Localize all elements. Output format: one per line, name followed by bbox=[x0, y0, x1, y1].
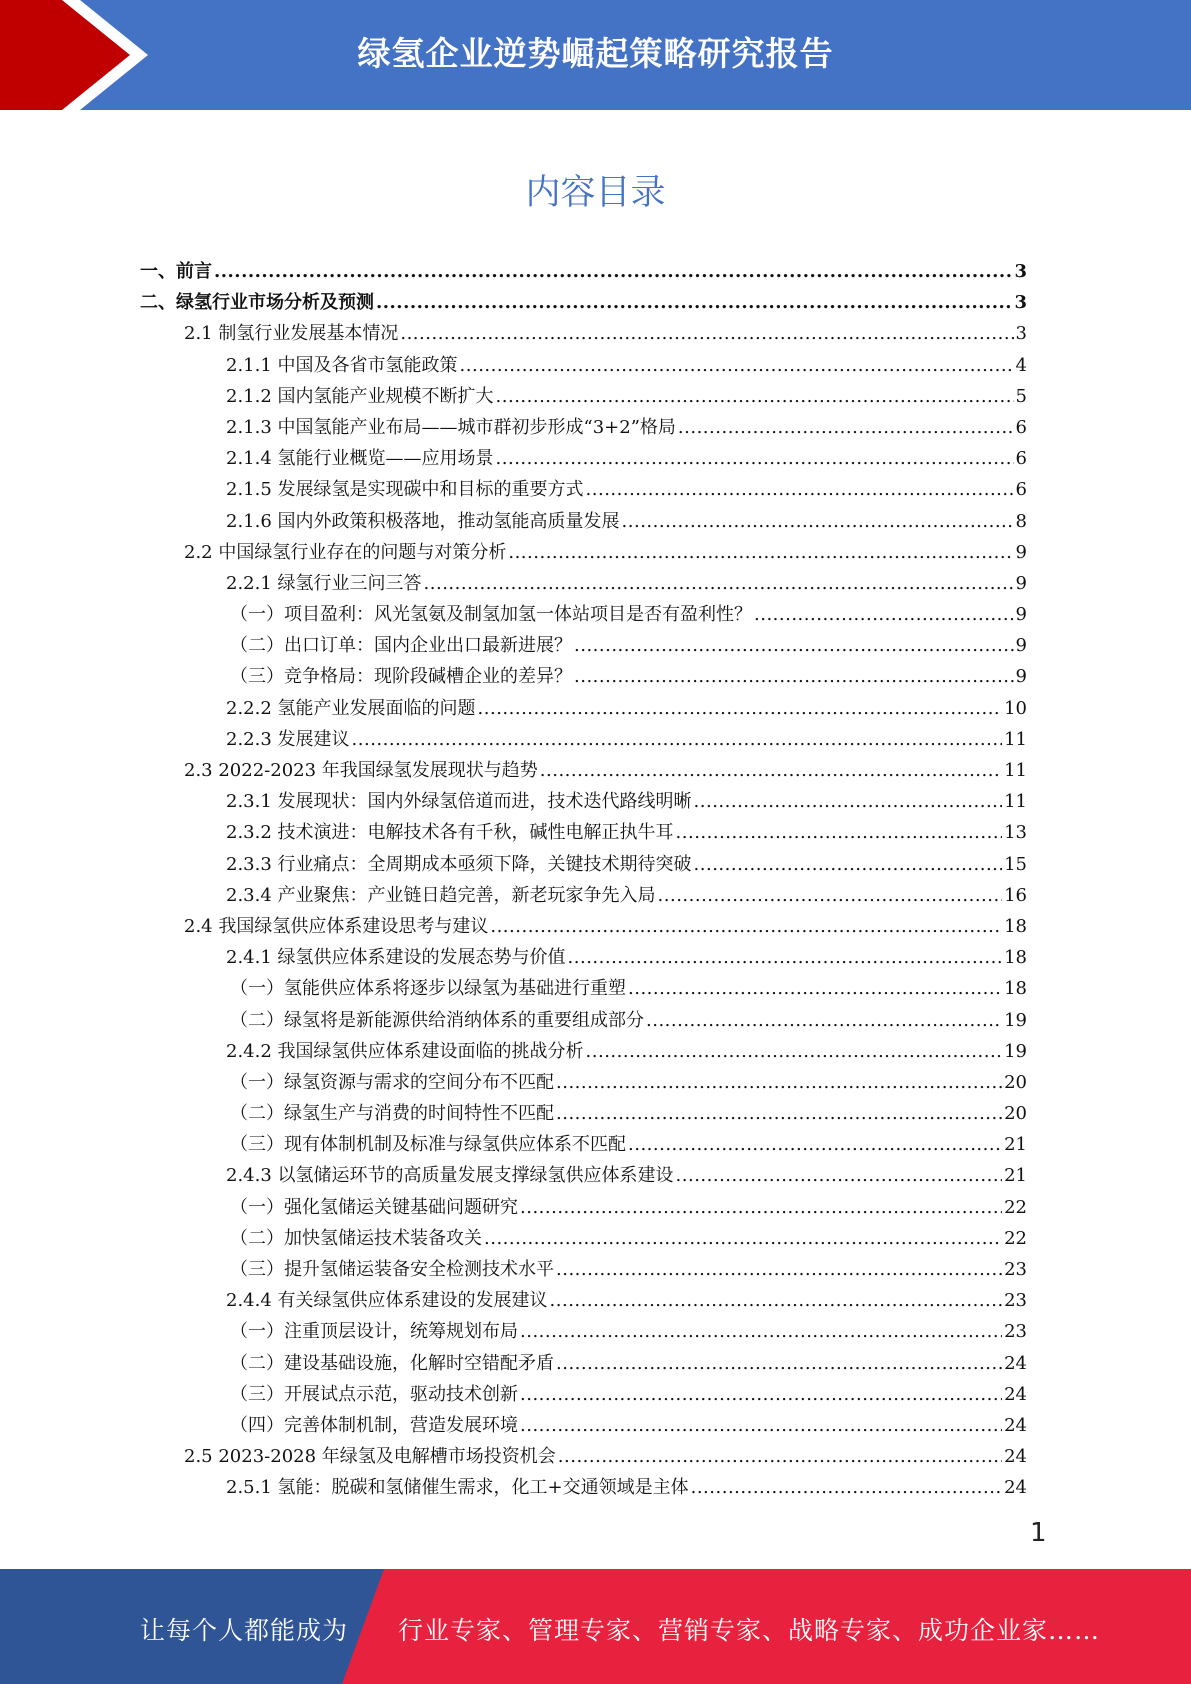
toc-dot-leader bbox=[556, 1348, 1002, 1379]
toc-entry-title: 一、前言 bbox=[140, 261, 212, 282]
toc-entry-title: 2.4.4 有关绿氢供应体系建设的发展建议 bbox=[226, 1290, 548, 1312]
toc-entry[interactable] bbox=[140, 1223, 1027, 1254]
toc-dot-leader bbox=[520, 1316, 1002, 1347]
toc-entry-title: 2.3.4 产业聚焦：产业链日趋完善，新老玩家争先入局 bbox=[226, 884, 656, 906]
toc-entry[interactable] bbox=[140, 1379, 1027, 1410]
toc-entry-page: 6 bbox=[1015, 416, 1027, 438]
toc-entry-page: 24 bbox=[1004, 1477, 1027, 1499]
toc-entry-title: （一）强化氢储运关键基础问题研究 bbox=[230, 1196, 518, 1218]
toc-entry-page: 21 bbox=[1004, 1134, 1027, 1156]
toc-entry[interactable] bbox=[140, 350, 1027, 381]
toc-entry-page: 18 bbox=[1004, 947, 1027, 969]
toc-dot-leader bbox=[574, 661, 1014, 692]
toc-entry-title: （二）出口订单：国内企业出口最新进展？ bbox=[230, 635, 572, 657]
toc-entry-title: （二）绿氢将是新能源供给消纳体系的重要组成部分 bbox=[230, 1009, 644, 1031]
toc-entry-title: 2.1.6 国内外政策积极落地，推动氢能高质量发展 bbox=[226, 510, 620, 532]
toc-entry-title: 2.2.2 氢能产业发展面临的问题 bbox=[226, 697, 476, 719]
page-number: 1 bbox=[1030, 1518, 1047, 1548]
toc-entry-page: 3 bbox=[1014, 292, 1027, 314]
toc-entry-title: 2.3 2022-2023 年我国绿氢发展现状与趋势 bbox=[184, 760, 538, 781]
toc-entry[interactable] bbox=[140, 880, 1027, 911]
toc-entry-page: 10 bbox=[1004, 697, 1027, 719]
toc-entry-title: 2.2.1 绿氢行业三问三答 bbox=[226, 572, 422, 594]
toc-entry-title: （二）绿氢生产与消费的时间特性不匹配 bbox=[230, 1103, 554, 1125]
toc-entry-page: 23 bbox=[1004, 1259, 1027, 1280]
toc-entry[interactable] bbox=[140, 849, 1027, 880]
toc-entry-title: 2.3.2 技术演进：电解技术各有千秋，碱性电解正执牛耳 bbox=[226, 822, 674, 844]
toc-entry-page: 9 bbox=[1015, 604, 1027, 626]
toc-entry-page: 19 bbox=[1004, 1040, 1027, 1062]
toc-dot-leader bbox=[550, 1285, 1003, 1316]
toc-entry-title: （一）项目盈利：风光氢氨及制氢加氢一体站项目是否有盈利性？ bbox=[230, 604, 752, 626]
toc-entry[interactable] bbox=[140, 443, 1027, 474]
toc-entry[interactable] bbox=[140, 256, 1027, 287]
toc-entry-title: （二）加快氢储运技术装备攻关 bbox=[230, 1227, 482, 1249]
toc-dot-leader bbox=[376, 287, 1012, 318]
toc-entry-title: 2.1.1 中国及各省市氢能政策 bbox=[226, 354, 458, 376]
toc-entry[interactable] bbox=[140, 1067, 1027, 1098]
toc-entry-title: 2.5 2023-2028 年绿氢及电解槽市场投资机会 bbox=[184, 1446, 556, 1468]
toc-dot-leader bbox=[586, 1036, 1003, 1067]
toc-entry[interactable] bbox=[140, 1005, 1027, 1036]
toc-dot-leader bbox=[628, 973, 1002, 1004]
toc-dot-leader bbox=[586, 474, 1014, 505]
toc-entry-title: 2.1.3 中国氢能产业布局——城市群初步形成“3+2”格局 bbox=[226, 416, 676, 438]
toc-dot-leader bbox=[400, 318, 1013, 349]
toc-entry[interactable] bbox=[140, 412, 1027, 443]
toc-entry[interactable] bbox=[140, 318, 1027, 349]
toc-entry-title: （三）现有体制机制及标准与绿氢供应体系不匹配 bbox=[230, 1134, 626, 1156]
toc-entry-title: （一）注重顶层设计，统筹规划布局 bbox=[230, 1321, 518, 1343]
toc-entry-title: 二、绿氢行业市场分析及预测 bbox=[140, 292, 374, 314]
toc-entry[interactable] bbox=[140, 1254, 1027, 1285]
toc-entry[interactable] bbox=[140, 1192, 1027, 1223]
toc-entry-page: 9 bbox=[1015, 541, 1027, 563]
toc-entry-title: 2.1 制氢行业发展基本情况 bbox=[184, 323, 399, 345]
toc-entry-page: 3 bbox=[1015, 323, 1027, 345]
toc-entry-page: 11 bbox=[1004, 760, 1027, 781]
toc-entry-page: 22 bbox=[1004, 1196, 1027, 1218]
toc-entry-page: 20 bbox=[1004, 1071, 1027, 1093]
toc-dot-leader bbox=[558, 1441, 1002, 1472]
toc-entry[interactable] bbox=[140, 1036, 1027, 1067]
toc-entry[interactable] bbox=[140, 1441, 1027, 1472]
toc-dot-leader bbox=[478, 693, 1003, 724]
toc-dot-leader bbox=[556, 1254, 1002, 1285]
toc-dot-leader bbox=[556, 1067, 1002, 1098]
toc-entry[interactable] bbox=[140, 755, 1027, 786]
header-banner bbox=[0, 0, 1191, 110]
toc-entry-page: 16 bbox=[1004, 884, 1027, 906]
toc-entry-page: 20 bbox=[1004, 1103, 1027, 1125]
toc-dot-leader bbox=[678, 412, 1014, 443]
toc-entry-page: 24 bbox=[1004, 1414, 1027, 1436]
toc-dot-leader bbox=[520, 1192, 1002, 1223]
toc-entry-page: 6 bbox=[1015, 448, 1027, 470]
toc-dot-leader bbox=[691, 1472, 1002, 1503]
toc-entry-title: 2.3.1 发展现状：国内外绿氢倍道而进，技术迭代路线明晰 bbox=[226, 791, 692, 813]
toc-dot-leader bbox=[460, 350, 1014, 381]
toc-entry-title: （一）绿氢资源与需求的空间分布不匹配 bbox=[230, 1071, 554, 1093]
toc-entry-page: 4 bbox=[1015, 354, 1027, 376]
toc-entry[interactable] bbox=[140, 1285, 1027, 1316]
report-title: 绿氢企业逆势崛起策略研究报告 bbox=[357, 34, 834, 73]
toc-dot-leader bbox=[568, 942, 1003, 973]
toc-entry-page: 11 bbox=[1004, 791, 1027, 813]
toc-entry[interactable] bbox=[140, 287, 1027, 318]
toc-dot-leader bbox=[676, 817, 1003, 848]
toc-entry[interactable] bbox=[140, 506, 1027, 537]
toc-entry[interactable] bbox=[140, 1348, 1027, 1379]
toc-dot-leader bbox=[622, 506, 1014, 537]
toc-entry[interactable] bbox=[140, 1098, 1027, 1129]
table-of-contents bbox=[140, 256, 1027, 1504]
toc-dot-leader bbox=[658, 880, 1003, 911]
toc-entry-title: （三）竞争格局：现阶段碱槽企业的差异？ bbox=[230, 666, 572, 688]
toc-entry-page: 23 bbox=[1004, 1290, 1027, 1312]
toc-entry[interactable] bbox=[140, 661, 1027, 692]
toc-dot-leader bbox=[556, 1098, 1002, 1129]
footer-banner bbox=[0, 1569, 1191, 1684]
toc-entry[interactable] bbox=[140, 1160, 1027, 1191]
toc-entry[interactable] bbox=[140, 1472, 1027, 1503]
toc-dot-leader bbox=[646, 1005, 1002, 1036]
toc-entry-page: 18 bbox=[1004, 915, 1027, 937]
toc-entry-page: 9 bbox=[1015, 572, 1027, 594]
footer-slogan-right: 行业专家、管理专家、营销专家、战略专家、成功企业家…… bbox=[398, 1616, 1101, 1645]
toc-entry-page: 15 bbox=[1004, 853, 1027, 875]
toc-dot-leader bbox=[214, 256, 1012, 287]
toc-entry-page: 18 bbox=[1004, 978, 1027, 1000]
toc-entry-page: 9 bbox=[1015, 635, 1027, 657]
toc-entry-page: 3 bbox=[1014, 261, 1027, 282]
toc-entry-page: 11 bbox=[1004, 728, 1027, 750]
toc-entry-page: 22 bbox=[1004, 1227, 1027, 1249]
toc-entry-title: 2.4.1 绿氢供应体系建设的发展态势与价值 bbox=[226, 947, 566, 969]
toc-entry[interactable] bbox=[140, 537, 1027, 568]
toc-entry[interactable] bbox=[140, 1129, 1027, 1160]
toc-entry[interactable] bbox=[140, 724, 1027, 755]
toc-entry[interactable] bbox=[140, 1316, 1027, 1347]
toc-entry-title: 2.2.3 发展建议 bbox=[226, 728, 350, 750]
toc-dot-leader bbox=[574, 630, 1014, 661]
toc-dot-leader bbox=[520, 1410, 1002, 1441]
toc-dot-leader bbox=[540, 755, 1002, 786]
toc-dot-leader bbox=[508, 537, 1013, 568]
toc-entry-page: 19 bbox=[1004, 1009, 1027, 1031]
toc-entry-title: 2.1.2 国内氢能产业规模不断扩大 bbox=[226, 385, 494, 407]
toc-dot-leader bbox=[352, 724, 1003, 755]
toc-dot-leader bbox=[754, 599, 1014, 630]
toc-entry[interactable] bbox=[140, 381, 1027, 412]
toc-entry[interactable] bbox=[140, 568, 1027, 599]
toc-entry-page: 23 bbox=[1004, 1321, 1027, 1343]
toc-entry-page: 5 bbox=[1015, 385, 1027, 407]
toc-entry-page: 6 bbox=[1015, 479, 1027, 501]
toc-entry[interactable] bbox=[140, 474, 1027, 505]
toc-entry[interactable] bbox=[140, 1410, 1027, 1441]
toc-entry-title: （一）氢能供应体系将逐步以绿氢为基础进行重塑 bbox=[230, 978, 626, 1000]
toc-entry-page: 13 bbox=[1004, 822, 1027, 844]
toc-entry-title: （三）提升氢储运装备安全检测技术水平 bbox=[230, 1259, 554, 1280]
toc-entry-title: 2.1.4 氢能行业概览——应用场景 bbox=[226, 448, 494, 470]
toc-dot-leader bbox=[496, 381, 1014, 412]
toc-entry-page: 9 bbox=[1015, 666, 1027, 688]
toc-dot-leader bbox=[694, 849, 1003, 880]
toc-entry[interactable] bbox=[140, 817, 1027, 848]
toc-dot-leader bbox=[520, 1379, 1002, 1410]
toc-dot-leader bbox=[490, 911, 1002, 942]
toc-entry-title: 2.4.3 以氢储运环节的高质量发展支撑绿氢供应体系建设 bbox=[226, 1165, 674, 1187]
toc-dot-leader bbox=[676, 1160, 1003, 1191]
toc-entry-page: 24 bbox=[1004, 1352, 1027, 1374]
toc-dot-leader bbox=[694, 786, 1003, 817]
toc-entry-title: 2.1.5 发展绿氢是实现碳中和目标的重要方式 bbox=[226, 479, 584, 501]
toc-dot-leader bbox=[484, 1223, 1002, 1254]
toc-entry[interactable] bbox=[140, 599, 1027, 630]
toc-entry-title: 2.2 中国绿氢行业存在的问题与对策分析 bbox=[184, 541, 507, 563]
toc-heading: 内容目录 bbox=[525, 173, 666, 213]
toc-entry[interactable] bbox=[140, 693, 1027, 724]
toc-entry-title: 2.5.1 氢能：脱碳和氢储催生需求，化工+交通领域是主体 bbox=[226, 1477, 689, 1499]
toc-entry-title: 2.3.3 行业痛点：全周期成本亟须下降，关键技术期待突破 bbox=[226, 853, 692, 875]
toc-entry-title: 2.4.2 我国绿氢供应体系建设面临的挑战分析 bbox=[226, 1040, 584, 1062]
toc-entry[interactable] bbox=[140, 942, 1027, 973]
toc-entry-page: 24 bbox=[1004, 1383, 1027, 1405]
toc-entry-title: （二）建设基础设施，化解时空错配矛盾 bbox=[230, 1352, 554, 1374]
toc-entry-page: 24 bbox=[1004, 1446, 1027, 1468]
toc-entry-title: 2.4 我国绿氢供应体系建设思考与建议 bbox=[184, 915, 489, 937]
toc-entry-title: （四）完善体制机制，营造发展环境 bbox=[230, 1414, 518, 1436]
toc-entry[interactable] bbox=[140, 973, 1027, 1004]
toc-entry-page: 8 bbox=[1015, 510, 1027, 532]
toc-entry-page: 21 bbox=[1004, 1165, 1027, 1187]
toc-dot-leader bbox=[424, 568, 1014, 599]
toc-dot-leader bbox=[496, 443, 1014, 474]
toc-entry[interactable] bbox=[140, 786, 1027, 817]
toc-entry-title: （三）开展试点示范，驱动技术创新 bbox=[230, 1383, 518, 1405]
footer-slogan-left: 让每个人都能成为 bbox=[140, 1616, 349, 1645]
toc-entry[interactable] bbox=[140, 630, 1027, 661]
toc-dot-leader bbox=[628, 1129, 1002, 1160]
toc-entry[interactable] bbox=[140, 911, 1027, 942]
